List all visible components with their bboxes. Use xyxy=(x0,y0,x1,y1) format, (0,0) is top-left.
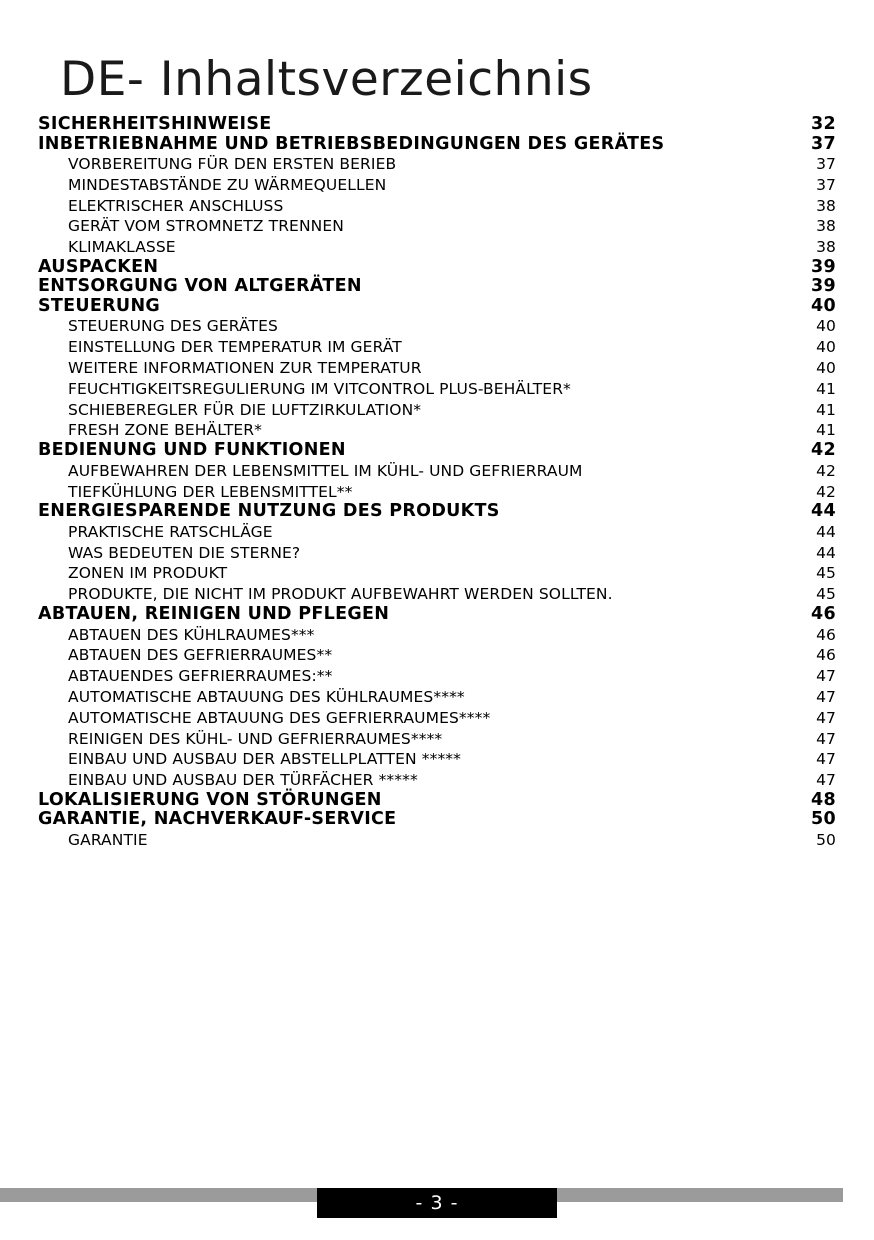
toc-entry-page: 40 xyxy=(816,338,836,357)
toc-subsection-entry xyxy=(38,196,836,217)
toc-subsection-entry xyxy=(38,316,836,337)
toc-entry-page: 47 xyxy=(816,687,836,706)
toc-entry-page: 46 xyxy=(811,604,836,625)
toc-section-entry xyxy=(38,605,836,625)
toc-entry-label: LOKALISIERUNG VON STÖRUNGEN xyxy=(38,789,382,810)
toc-entry-label: PRAKTISCHE RATSCHLÄGE xyxy=(68,522,273,541)
toc-subsection-entry xyxy=(38,461,836,482)
toc-entry-label: EINBAU UND AUSBAU DER TÜRFÄCHER ***** xyxy=(68,771,418,790)
toc-entry-label: KLIMAKLASSE xyxy=(68,238,176,257)
toc-entry-label: VORBEREITUNG FÜR DEN ERSTEN BERIEB xyxy=(68,155,397,173)
toc-entry-label: FEUCHTIGKEITSREGULIERUNG IM VITCONTROL PLUS-BEHÄLTER* xyxy=(68,379,571,398)
toc-entry-label: SICHERHEITSHINWEISE xyxy=(38,114,272,134)
toc-subsection-entry xyxy=(38,708,836,729)
toc-entry-label: STEUERUNG xyxy=(38,295,161,316)
toc-entry-page: 40 xyxy=(811,295,836,316)
toc-entry-page: 48 xyxy=(811,789,836,810)
toc-entry-page: 45 xyxy=(816,564,836,583)
toc-subsection-entry xyxy=(38,749,836,770)
toc-entry-label: AUFBEWAHREN DER LEBENSMITTEL IM KÜHL- UND GEFRIERRAUM xyxy=(68,461,583,480)
toc-section-entry xyxy=(38,135,836,155)
toc-entry-label: PRODUKTE, DIE NICHT IM PRODUKT AUFBEWAHRT WERDEN SOLLTEN. xyxy=(68,585,613,604)
toc-entry-label: EINSTELLUNG DER TEMPERATUR IM GERÄT xyxy=(68,338,402,357)
toc-section-entry xyxy=(38,810,836,830)
toc-entry-page: 37 xyxy=(816,155,836,173)
toc-entry-label: SCHIEBEREGLER FÜR DIE LUFTZIRKULATION* xyxy=(68,400,422,419)
toc-entry-label: ENTSORGUNG VON ALTGERÄTEN xyxy=(38,276,362,297)
toc-subsection-entry xyxy=(38,687,836,708)
toc-entry-page: 44 xyxy=(816,543,836,562)
toc-entry-page: 46 xyxy=(816,625,836,644)
toc-subsection-entry xyxy=(38,216,836,237)
toc-section-entry xyxy=(38,258,836,278)
toc-subsection-entry xyxy=(38,563,836,584)
toc-entry-label: GARANTIE, NACHVERKAUF-SERVICE xyxy=(38,809,397,830)
toc-entry-page: 38 xyxy=(816,196,836,215)
toc-entry-page: 47 xyxy=(816,667,836,686)
toc-subsection-entry xyxy=(38,543,836,564)
toc-subsection-entry xyxy=(38,482,836,503)
toc-entry-page: 50 xyxy=(811,809,836,830)
toc-entry-page: 50 xyxy=(816,830,836,849)
toc-subsection-entry xyxy=(38,400,836,421)
toc-subsection-entry xyxy=(38,154,836,175)
page-title: DE- Inhaltsverzeichnis xyxy=(60,52,593,107)
toc-subsection-entry xyxy=(38,625,836,646)
toc-subsection-entry xyxy=(38,175,836,196)
toc-subsection-entry xyxy=(38,379,836,400)
toc-subsection-entry xyxy=(38,645,836,666)
toc-subsection-entry xyxy=(38,770,836,791)
toc-entry-page: 37 xyxy=(816,175,836,194)
toc-subsection-entry xyxy=(38,584,836,605)
toc-entry-page: 45 xyxy=(816,585,836,604)
toc-entry-label: TIEFKÜHLUNG DER LEBENSMITTEL** xyxy=(68,482,353,501)
toc-entry-label: ENERGIESPARENDE NUTZUNG DES PRODUKTS xyxy=(38,501,500,522)
toc-subsection-entry xyxy=(38,830,836,851)
toc-entry-page: 44 xyxy=(811,501,836,522)
toc-subsection-entry xyxy=(38,522,836,543)
toc-entry-page: 42 xyxy=(816,482,836,501)
toc-entry-label: EINBAU UND AUSBAU DER ABSTELLPLATTEN ***** xyxy=(68,750,461,769)
toc-entry-label: AUTOMATISCHE ABTAUUNG DES GEFRIERRAUMES**** xyxy=(68,708,491,727)
toc-entry-label: ABTAUEN DES GEFRIERRAUMES** xyxy=(68,646,333,665)
toc-entry-page: 41 xyxy=(816,400,836,419)
toc-entry-label: ABTAUEN DES KÜHLRAUMES*** xyxy=(68,625,315,644)
toc-section-entry xyxy=(38,502,836,522)
toc-entry-page: 47 xyxy=(816,708,836,727)
toc-entry-page: 32 xyxy=(811,114,836,134)
toc-entry-page: 44 xyxy=(816,522,836,541)
toc-entry-page: 40 xyxy=(816,359,836,378)
toc-entry-label: AUSPACKEN xyxy=(38,256,159,277)
toc-entry-label: ELEKTRISCHER ANSCHLUSS xyxy=(68,196,284,215)
toc-entry-label: INBETRIEBNAHME UND BETRIEBSBEDINGUNGEN DES GERÄTES xyxy=(38,133,665,154)
toc-entry-page: 39 xyxy=(811,276,836,297)
toc-section-entry xyxy=(38,441,836,461)
toc-entry-label: FRESH ZONE BEHÄLTER* xyxy=(68,421,263,440)
table-of-contents xyxy=(38,115,836,851)
toc-entry-page: 42 xyxy=(816,461,836,480)
toc-entry-page: 47 xyxy=(816,750,836,769)
toc-section-entry xyxy=(38,791,836,811)
toc-entry-page: 47 xyxy=(816,729,836,748)
toc-section-entry xyxy=(38,297,836,317)
toc-entry-label: REINIGEN DES KÜHL- UND GEFRIERRAUMES**** xyxy=(68,729,443,748)
toc-entry-page: 41 xyxy=(816,379,836,398)
toc-entry-page: 40 xyxy=(816,317,836,336)
toc-entry-label: ABTAUENDES GEFRIERRAUMES:** xyxy=(68,667,333,686)
toc-entry-label: MINDESTABSTÄNDE ZU WÄRMEQUELLEN xyxy=(68,175,387,194)
toc-entry-label: WEITERE INFORMATIONEN ZUR TEMPERATUR xyxy=(68,359,422,378)
toc-subsection-entry xyxy=(38,358,836,379)
toc-entry-page: 46 xyxy=(816,646,836,665)
toc-entry-page: 39 xyxy=(811,256,836,277)
toc-entry-label: ZONEN IM PRODUKT xyxy=(68,564,228,583)
toc-entry-label: AUTOMATISCHE ABTAUUNG DES KÜHLRAUMES**** xyxy=(68,687,465,706)
toc-entry-page: 47 xyxy=(816,771,836,790)
toc-entry-label: GARANTIE xyxy=(68,830,148,849)
toc-subsection-entry xyxy=(38,420,836,441)
toc-entry-label: BEDIENUNG UND FUNKTIONEN xyxy=(38,440,346,461)
page-number: - 3 - xyxy=(317,1188,557,1218)
toc-entry-page: 42 xyxy=(811,440,836,461)
toc-section-entry xyxy=(38,115,836,135)
toc-entry-page: 41 xyxy=(816,421,836,440)
toc-section-entry xyxy=(38,277,836,297)
toc-entry-label: ABTAUEN, REINIGEN UND PFLEGEN xyxy=(38,604,390,625)
toc-entry-page: 38 xyxy=(816,238,836,257)
toc-subsection-entry xyxy=(38,337,836,358)
toc-subsection-entry xyxy=(38,666,836,687)
toc-entry-label: WAS BEDEUTEN DIE STERNE? xyxy=(68,543,301,562)
toc-entry-page: 38 xyxy=(816,217,836,236)
toc-entry-label: GERÄT VOM STROMNETZ TRENNEN xyxy=(68,217,344,236)
toc-entry-page: 37 xyxy=(811,133,836,154)
toc-subsection-entry xyxy=(38,729,836,750)
toc-subsection-entry xyxy=(38,237,836,258)
toc-entry-label: STEUERUNG DES GERÄTES xyxy=(68,317,278,336)
